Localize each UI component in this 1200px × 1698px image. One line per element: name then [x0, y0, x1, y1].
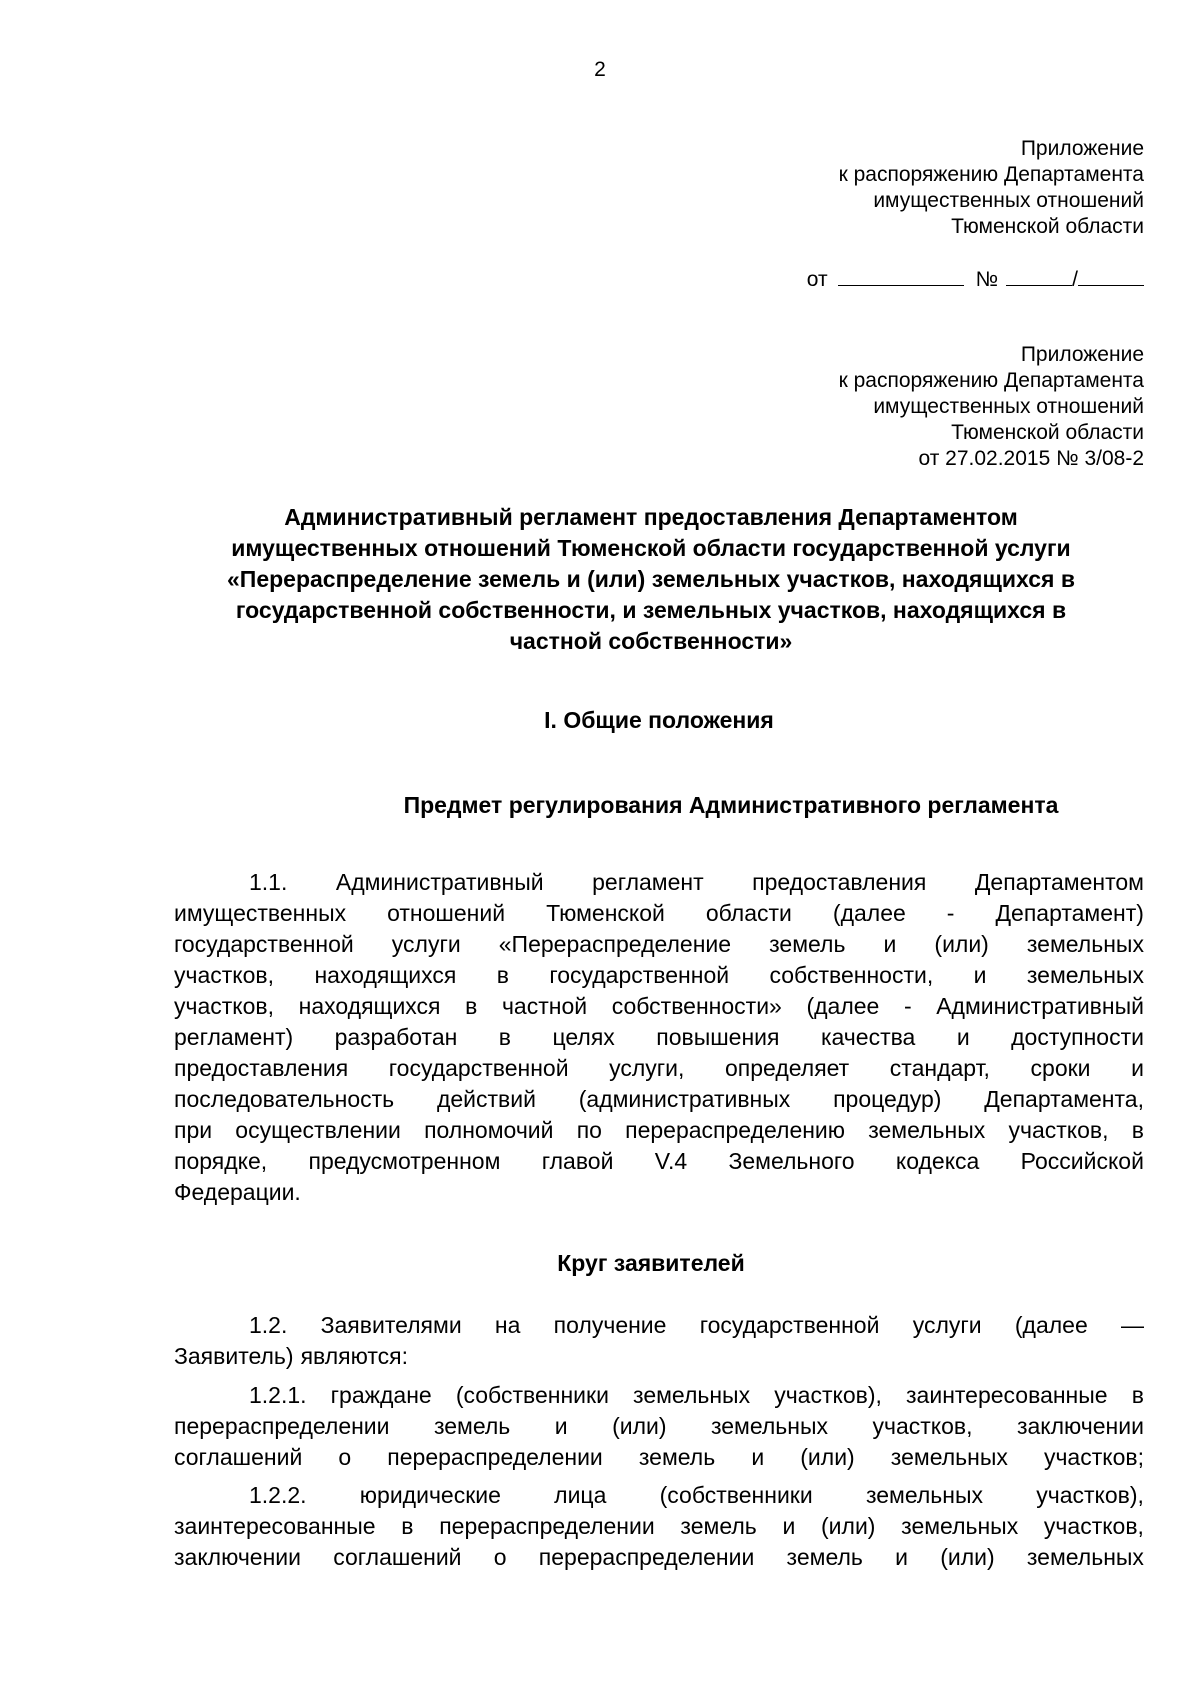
paragraph-line [174, 1542, 1144, 1573]
paragraph-line [174, 1341, 1144, 1372]
word: предоставления [174, 1055, 349, 1081]
word: (или) [934, 931, 989, 957]
word: государственной [388, 1055, 569, 1081]
paragraph-1-2 [174, 1310, 1144, 1372]
word: регламент [592, 869, 704, 895]
word: и [782, 1513, 796, 1539]
word: государственной [174, 931, 354, 957]
word: области [705, 900, 792, 926]
appendix-header-current [839, 136, 1144, 240]
word: доступности [1011, 1024, 1144, 1050]
word: участков), [774, 1382, 882, 1408]
word: участков, [1008, 1117, 1109, 1143]
paragraph-line [174, 1411, 1144, 1442]
word: соглашений [174, 1444, 303, 1470]
appendix-line: Приложение [1020, 343, 1144, 366]
appendix-header-original [839, 342, 1144, 472]
word: участков; [1043, 1444, 1144, 1470]
word: земель [638, 1444, 716, 1470]
word: по [576, 1117, 602, 1143]
paragraph-1-2-2 [174, 1480, 1144, 1573]
word: в [1131, 1117, 1144, 1143]
word: земельных [890, 1444, 1008, 1470]
word: - [946, 900, 955, 926]
word: целях [552, 1024, 615, 1050]
word: 1.2.2. [249, 1482, 307, 1508]
word: перераспределении [538, 1544, 755, 1570]
appendix-line: имущественных отношений [873, 189, 1144, 212]
word: земель [433, 1413, 511, 1439]
title-line: Административный регламент предоставления Департаментом [284, 504, 1018, 530]
word: услуги, [609, 1055, 685, 1081]
word: (собственники [455, 1382, 609, 1408]
paragraph-line [174, 1084, 1144, 1115]
appendix-line: к распоряжению Департамента [838, 369, 1144, 392]
appendix-line: Тюменской области [951, 421, 1144, 444]
paragraph-line [174, 1115, 1144, 1146]
page-number: 2 [594, 58, 606, 81]
appendix-line: имущественных отношений [873, 395, 1144, 418]
word: собственности, [769, 962, 934, 988]
paragraph-line [174, 1442, 1144, 1473]
document-title [158, 502, 1144, 657]
word: являются: [300, 1343, 408, 1369]
word: сроки [1030, 1055, 1091, 1081]
word: в [498, 1024, 511, 1050]
appendix-line: Тюменской области [951, 215, 1144, 238]
word: Департаментом [974, 869, 1144, 895]
word: земельных [865, 1482, 983, 1508]
word: 1.2. [249, 1312, 288, 1338]
word: земельных [1026, 1544, 1144, 1570]
title-line: «Перераспределение земель и (или) земельных участков, находящихся в [227, 566, 1075, 592]
word: о [493, 1544, 507, 1570]
number-blank [1006, 265, 1072, 286]
subject-heading: Предмет регулирования Административного регламента [403, 792, 1059, 818]
title-line: имущественных отношений Тюменской области государственной услуги [231, 535, 1071, 561]
word: (далее [1014, 1312, 1088, 1338]
word: и [1131, 1055, 1144, 1081]
word: земельных [710, 1413, 829, 1439]
appendix-line: Приложение [1020, 137, 1144, 160]
word: (собственники [659, 1482, 813, 1508]
number-sign: № [975, 268, 999, 291]
word: (или) [940, 1544, 995, 1570]
paragraph-1-2-1 [174, 1380, 1144, 1473]
word: качества [820, 1024, 916, 1050]
word: услуги [912, 1312, 982, 1338]
word: соглашений [333, 1544, 462, 1570]
paragraph-line [174, 960, 1144, 991]
word: разработан [334, 1024, 458, 1050]
word: земельных [868, 1117, 986, 1143]
number-slash: / [1072, 268, 1078, 291]
word: порядке, [174, 1148, 268, 1174]
word: перераспределении [387, 1444, 603, 1470]
word: Департамент) [995, 900, 1144, 926]
word: в [1131, 1382, 1144, 1408]
word: Административный [936, 993, 1144, 1019]
word: граждане [330, 1382, 432, 1408]
word: Федерации. [174, 1179, 301, 1205]
word: и [751, 1444, 765, 1470]
word: Тюменской [546, 900, 665, 926]
word: Земельного [728, 1148, 855, 1174]
word: земельных [901, 1513, 1019, 1539]
word: - [903, 993, 912, 1019]
word: определяет [725, 1055, 850, 1081]
word: и [883, 931, 897, 957]
word: — [1120, 1312, 1144, 1338]
word: «Перераспределение [498, 931, 732, 957]
word: в [496, 962, 509, 988]
word: заинтересованные [174, 1513, 376, 1539]
word: при [174, 1117, 213, 1143]
paragraph-line [174, 1511, 1144, 1542]
paragraph-line [174, 898, 1144, 929]
word: V.4 [654, 1148, 688, 1174]
paragraph-line [174, 1380, 1144, 1411]
word: земельных [633, 1382, 751, 1408]
word: стандарт, [889, 1055, 990, 1081]
paragraph-line [174, 929, 1144, 960]
date-blank [838, 265, 964, 286]
word: Административный [335, 869, 544, 895]
word: (или) [612, 1413, 667, 1439]
word: юридические [359, 1482, 501, 1508]
word: 1.1. [249, 869, 288, 895]
paragraph-line [174, 1480, 1144, 1511]
word: собственности» [611, 993, 782, 1019]
paragraph-line [174, 1146, 1144, 1177]
word: земель [680, 1513, 757, 1539]
word: Заявитель) [174, 1343, 294, 1369]
title-line: государственной собственности, и земельных участков, находящихся в [235, 597, 1067, 623]
word: и [956, 1024, 970, 1050]
paragraph-line [174, 991, 1144, 1022]
order-date-number-line [807, 265, 1144, 293]
word: полномочий [424, 1117, 554, 1143]
word: заключении [174, 1544, 301, 1570]
word: 1.2.1. [249, 1382, 307, 1408]
applicants-heading: Круг заявителей [557, 1250, 745, 1276]
word: заинтересованные [906, 1382, 1108, 1408]
word: услуги [391, 931, 461, 957]
word: (административных [578, 1086, 791, 1112]
word: перераспределению [625, 1117, 846, 1143]
word: и [554, 1413, 568, 1439]
word: Департамента, [984, 1086, 1144, 1112]
paragraph-1-1 [174, 867, 1144, 1208]
word: регламент) [174, 1024, 294, 1050]
word: последовательность [174, 1086, 395, 1112]
word: находящихся [314, 962, 457, 988]
word: предоставления [752, 869, 927, 895]
word: земель [769, 931, 846, 957]
title-line: частной собственности» [509, 628, 793, 654]
word: кодекса [895, 1148, 980, 1174]
word: повышения [656, 1024, 780, 1050]
word: участков), [1036, 1482, 1144, 1508]
word: (или) [800, 1444, 855, 1470]
appendix-date-number: от 27.02.2015 № 3/08-2 [918, 447, 1144, 470]
word: и [973, 962, 987, 988]
word: государственной [549, 962, 730, 988]
date-prefix: от [806, 268, 828, 291]
appendix-line: к распоряжению Департамента [838, 163, 1144, 186]
word: отношений [387, 900, 506, 926]
word: в [465, 993, 478, 1019]
word: предусмотренном [308, 1148, 501, 1174]
paragraph-line [174, 867, 1144, 898]
word: (или) [821, 1513, 876, 1539]
word: частной [501, 993, 588, 1019]
word: имущественных [174, 900, 347, 926]
word: государственной [699, 1312, 880, 1338]
word: Российской [1020, 1148, 1144, 1174]
paragraph-line [174, 1053, 1144, 1084]
word: в [401, 1513, 414, 1539]
word: Заявителями [320, 1312, 462, 1338]
word: перераспределении [439, 1513, 655, 1539]
word: (далее [806, 993, 880, 1019]
number-suffix-blank [1078, 265, 1144, 286]
word: находящихся [298, 993, 441, 1019]
word: (далее [832, 900, 906, 926]
word: главой [541, 1148, 614, 1174]
paragraph-line [174, 1310, 1144, 1341]
word: действий [436, 1086, 536, 1112]
word: земельных [1026, 931, 1144, 957]
word: перераспределении [174, 1413, 390, 1439]
paragraph-line [174, 1177, 1144, 1208]
word: на [494, 1312, 521, 1338]
word: участков, [174, 962, 275, 988]
word: получение [553, 1312, 667, 1338]
word: процедур) [833, 1086, 942, 1112]
word: заключении [1016, 1413, 1144, 1439]
word: лица [554, 1482, 607, 1508]
section-heading: I. Общие положения [544, 707, 774, 733]
word: и [895, 1544, 908, 1570]
paragraph-line [174, 1022, 1144, 1053]
word: земель [786, 1544, 863, 1570]
word: участков, [1043, 1513, 1144, 1539]
word: осуществлении [235, 1117, 401, 1143]
word: участков, [872, 1413, 973, 1439]
word: земельных [1026, 962, 1144, 988]
word: о [338, 1444, 352, 1470]
word: участков, [174, 993, 275, 1019]
